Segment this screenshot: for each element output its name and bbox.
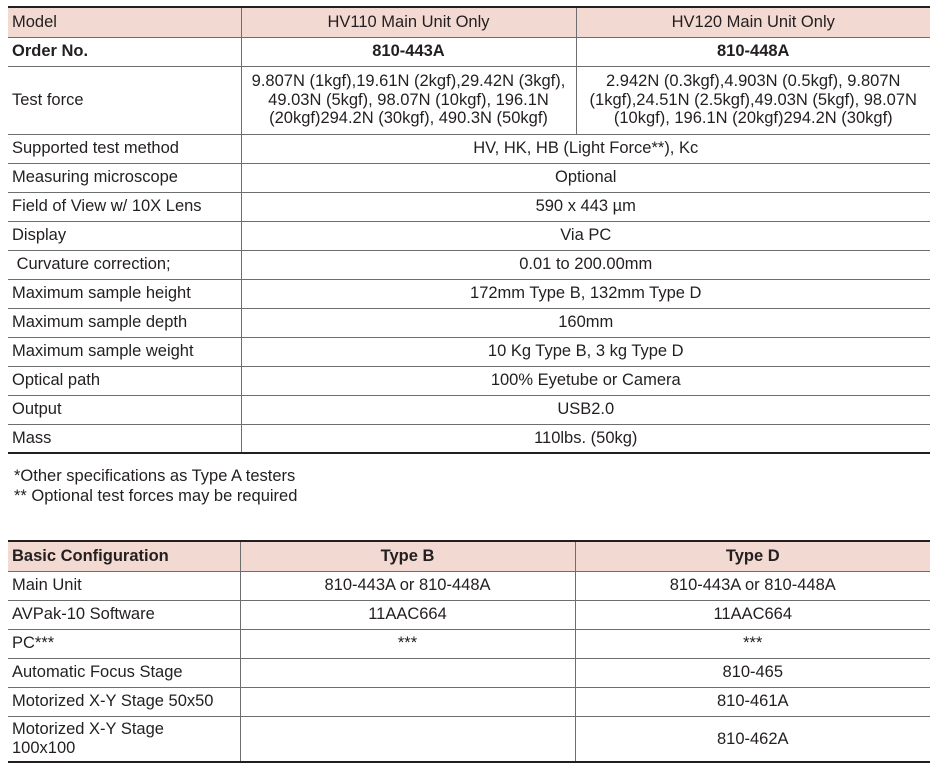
spec-row-value: 0.01 to 200.00mm (241, 250, 930, 279)
footnote: ** Optional test forces may be required (14, 487, 298, 505)
spec-row-value: 160mm (241, 308, 930, 337)
spec-row-value: 110lbs. (50kg) (241, 424, 930, 453)
spec-header-row (8, 7, 930, 37)
config-row (8, 687, 930, 716)
config-row-type-b (240, 687, 575, 716)
config-row-type-b: 810-443A or 810-448A (240, 571, 575, 600)
spec-row-label: Maximum sample height (8, 279, 241, 308)
spec-row-value: 100% Eyetube or Camera (241, 366, 930, 395)
config-row-type-d: 810-443A or 810-448A (575, 571, 930, 600)
spec-row (8, 424, 930, 453)
order-no-hv110: 810-443A (241, 37, 576, 66)
spec-header-hv110: HV110 Main Unit Only (241, 7, 576, 37)
config-row-label: PC*** (8, 629, 240, 658)
config-row-type-b: *** (240, 629, 575, 658)
spec-row (8, 250, 930, 279)
test-force-hv110-line: (20kgf)294.2N (30kgf), 490.3N (50kgf) (269, 109, 548, 128)
spec-row-value: 590 x 443 µm (241, 192, 930, 221)
spec-header-hv120: HV120 Main Unit Only (576, 7, 930, 37)
spec-row-label: Mass (8, 424, 241, 453)
spec-table (8, 6, 930, 454)
spec-row (8, 279, 930, 308)
test-force-hv120-line: (1kgf),24.51N (2.5kgf),49.03N (5kgf), 98.07N (589, 90, 917, 109)
spec-row-label: Curvature correction; (8, 250, 241, 279)
spec-row-label: Output (8, 395, 241, 424)
config-row-type-d: 810-462A (575, 716, 930, 762)
config-table (8, 540, 930, 763)
test-force-label: Test force (8, 66, 241, 134)
test-force-hv120 (576, 66, 930, 134)
config-row-label: Motorized X-Y Stage 100x100 (8, 716, 240, 762)
config-header-type-b: Type B (240, 541, 575, 571)
spec-row-value: HV, HK, HB (Light Force**), Kc (241, 134, 930, 163)
spec-row (8, 308, 930, 337)
config-header-row (8, 541, 930, 571)
config-row-type-d: *** (575, 629, 930, 658)
test-force-hv110 (241, 66, 576, 134)
config-row-label: AVPak-10 Software (8, 600, 240, 629)
spec-row-label: Measuring microscope (8, 163, 241, 192)
config-row (8, 716, 930, 762)
config-row-type-d: 810-465 (575, 658, 930, 687)
config-row-type-b (240, 716, 575, 762)
config-row-type-d: 810-461A (575, 687, 930, 716)
test-force-hv120-line: (10kgf), 196.1N (20kgf)294.2N (30kgf) (613, 109, 893, 128)
test-force-hv120-line: 2.942N (0.3kgf),4.903N (0.5kgf), 9.807N (606, 72, 901, 91)
spec-row (8, 395, 930, 424)
spec-row-label: Maximum sample weight (8, 337, 241, 366)
spec-row-value: 172mm Type B, 132mm Type D (241, 279, 930, 308)
config-row (8, 571, 930, 600)
config-row-type-d: 11AAC664 (575, 600, 930, 629)
config-row (8, 658, 930, 687)
test-force-hv110-line: 49.03N (5kgf), 98.07N (10kgf), 196.1N (268, 90, 549, 109)
spec-row-value: Via PC (241, 221, 930, 250)
spec-row (8, 134, 930, 163)
spec-row-value: USB2.0 (241, 395, 930, 424)
spec-row (8, 366, 930, 395)
order-no-hv120: 810-448A (576, 37, 930, 66)
config-row-type-b: 11AAC664 (240, 600, 575, 629)
spec-row (8, 221, 930, 250)
config-header-label: Basic Configuration (8, 541, 240, 571)
config-row-label: Automatic Focus Stage (8, 658, 240, 687)
test-force-row (8, 66, 930, 134)
footnote: *Other specifications as Type A testers (14, 467, 296, 485)
spec-row-label: Maximum sample depth (8, 308, 241, 337)
config-row-label: Motorized X-Y Stage 50x50 (8, 687, 240, 716)
config-row-label: Main Unit (8, 571, 240, 600)
spec-row-label: Optical path (8, 366, 241, 395)
config-row-type-b (240, 658, 575, 687)
spec-row-value: 10 Kg Type B, 3 kg Type D (241, 337, 930, 366)
spec-row (8, 337, 930, 366)
config-row (8, 600, 930, 629)
spec-row (8, 192, 930, 221)
config-row (8, 629, 930, 658)
order-no-row (8, 37, 930, 66)
spec-row-label: Field of View w/ 10X Lens (8, 192, 241, 221)
spec-row-label: Supported test method (8, 134, 241, 163)
footnotes (14, 466, 297, 506)
spec-row-value: Optional (241, 163, 930, 192)
test-force-hv110-line: 9.807N (1kgf),19.61N (2kgf),29.42N (3kgf), (251, 72, 566, 91)
spec-header-label: Model (8, 7, 241, 37)
order-no-label: Order No. (8, 37, 241, 66)
spec-row-label: Display (8, 221, 241, 250)
config-header-type-d: Type D (575, 541, 930, 571)
spec-row (8, 163, 930, 192)
